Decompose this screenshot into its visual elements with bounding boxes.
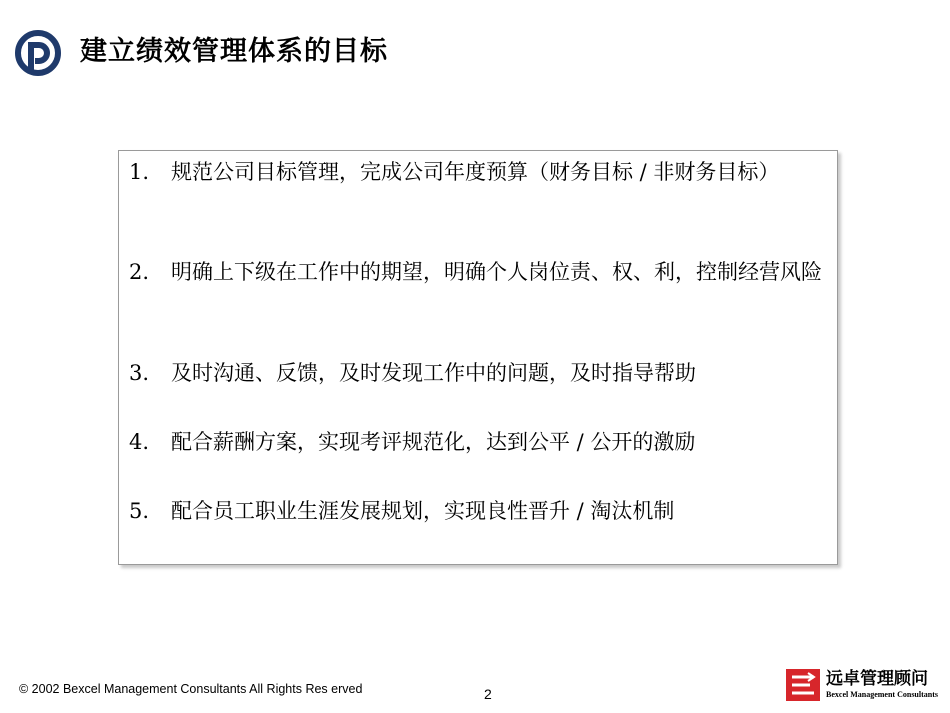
bexcel-logo-icon	[786, 669, 820, 701]
brand-name-en: Bexcel Management Consultants	[826, 690, 938, 699]
goal-number: 1.	[129, 160, 150, 184]
goal-text: 及时沟通、反馈，及时发现工作中的问题，及时指导帮助	[171, 361, 696, 385]
goal-number: 3.	[129, 361, 150, 385]
goals-box	[118, 150, 838, 565]
copyright-notice: © 2002 Bexcel Management Consultants All Rights Res erved	[19, 682, 363, 696]
brand-name-cn: 远卓管理顾问	[826, 669, 928, 689]
d-logo-icon	[14, 29, 62, 77]
goal-item	[129, 356, 829, 390]
goal-item	[129, 494, 829, 528]
goal-item	[129, 255, 829, 289]
goal-text: 配合薪酬方案，实现考评规范化，达到公平 / 公开的激励	[171, 430, 696, 454]
goal-item	[129, 425, 829, 459]
goal-text: 配合员工职业生涯发展规划，实现良性晋升 / 淘汰机制	[171, 499, 675, 523]
goal-text: 明确上下级在工作中的期望，明确个人岗位责、权、利，控制经营风险	[171, 260, 822, 284]
goal-number: 4.	[129, 430, 150, 454]
brand-logo	[786, 668, 936, 702]
goal-item	[129, 155, 829, 189]
goal-number: 2.	[129, 260, 150, 284]
page-title: 建立绩效管理体系的目标	[80, 36, 388, 67]
page-number: 2	[484, 686, 492, 702]
goal-text: 规范公司目标管理，完成公司年度预算（财务目标 / 非财务目标）	[171, 160, 780, 184]
goal-number: 5.	[129, 499, 150, 523]
